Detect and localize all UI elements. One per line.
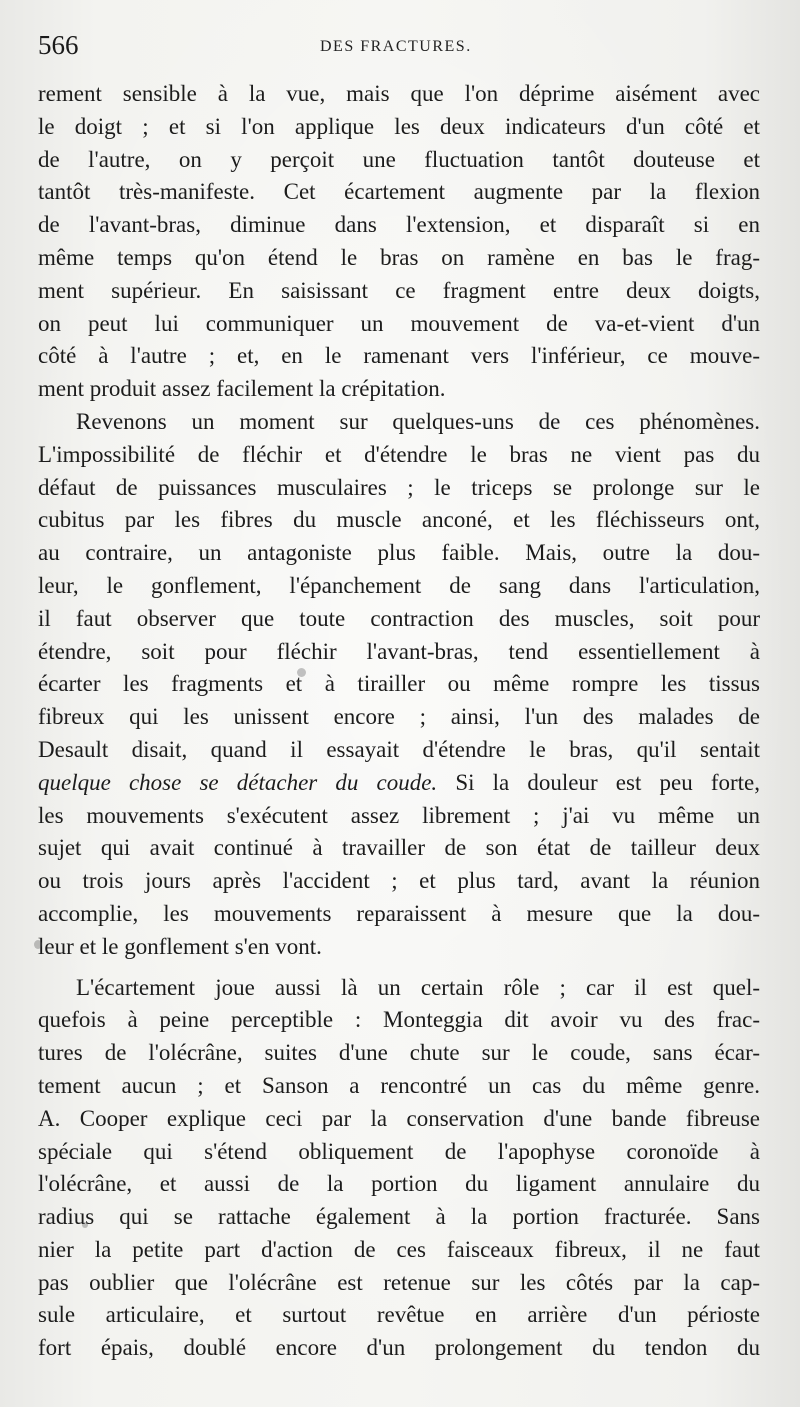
text-line: nier la petite part d'action de ces faisceaux fibreux, il ne faut <box>38 1236 760 1262</box>
text-line: les mouvements s'exécutent assez librement ; j'ai vu même un <box>38 802 760 828</box>
text-line: accomplie, les mouvements reparaissent à mesure que la dou- <box>38 900 760 926</box>
text-line: sule articulaire, et surtout revêtue en arrière d'un périoste <box>38 1302 760 1328</box>
paragraph-2 <box>38 406 760 964</box>
italic-quote: quelque chose se détacher du coude. <box>38 769 438 795</box>
text-line: défaut de puissances musculaires ; le triceps se prolonge sur le <box>38 474 760 500</box>
text-line: il faut observer que toute contraction des muscles, soit pour <box>38 605 760 631</box>
paragraph-3 <box>38 972 760 1366</box>
text-line: leur, le gonflement, l'épanchement de sang dans l'articulation, <box>38 572 760 598</box>
text-line: rement sensible à la vue, mais que l'on déprime aisément avec <box>38 81 760 106</box>
print-speck <box>34 940 42 949</box>
text-line: tantôt très-manifeste. Cet écartement augmente par la flexion <box>38 179 760 205</box>
text-line: côté à l'autre ; et, en le ramenant vers l'inférieur, ce mouve- <box>38 343 760 369</box>
text-line: cubitus par les fibres du muscle anconé, et les fléchisseurs ont, <box>38 507 760 533</box>
text-line: on peut lui communiquer un mouvement de va-et-vient d'un <box>38 310 760 336</box>
text-line: de l'autre, on y perçoit une fluctuation tantôt douteuse et <box>38 146 760 172</box>
text-line: Desault disait, quand il essayait d'étendre le bras, qu'il sentait <box>38 736 760 762</box>
text-line: ment supérieur. En saisissant ce fragment entre deux doigts, <box>38 277 760 303</box>
text-line: étendre, soit pour fléchir l'avant-bras, tend essentiellement à <box>38 638 760 664</box>
text-line: A. Cooper explique ceci par la conservation d'une bande fibreuse <box>38 1105 760 1131</box>
text-line: ou trois jours après l'accident ; et plus tard, avant la réunion <box>38 868 760 894</box>
text-line: quefois à peine perceptible : Monteggia dit avoir vu des frac- <box>38 1007 760 1033</box>
text-line: tures de l'olécrâne, suites d'une chute sur le coude, sans écar- <box>38 1040 760 1066</box>
text-line: leur et le gonflement s'en vont. <box>38 933 322 959</box>
page-header <box>38 30 760 64</box>
text-line: sujet qui avait continué à travailler de son état de tailleur deux <box>38 835 760 861</box>
print-speck <box>82 1222 88 1228</box>
text-line: fibreux qui les unissent encore ; ainsi, l'un des malades de <box>38 704 760 730</box>
text-line: même temps qu'on étend le bras on ramène en bas le frag- <box>38 244 760 270</box>
print-speck <box>297 668 306 677</box>
text-line: écarter les fragments et à tirailler ou même rompre les tissus <box>38 671 760 697</box>
text-line: fort épais, doublé encore d'un prolongement du tendon du <box>38 1335 760 1361</box>
text-line: l'olécrâne, et aussi de la portion du ligament annulaire du <box>38 1171 760 1197</box>
text-line: ment produit assez facilement la crépitation. <box>38 376 446 402</box>
text-line: Revenons un moment sur quelques-uns de ces phénomènes. <box>76 408 760 434</box>
page-number: 566 <box>38 30 79 60</box>
body-text <box>38 78 760 1365</box>
text-line: tement aucun ; et Sanson a rencontré un cas du même genre. <box>38 1072 760 1098</box>
text-line: L'écartement joue aussi là un certain rôle ; car il est quel- <box>76 974 760 1000</box>
text-line: de l'avant-bras, diminue dans l'extension, et disparaît si en <box>38 212 760 238</box>
running-title: DES FRACTURES. <box>320 38 472 55</box>
text-line: spéciale qui s'étend obliquement de l'apophyse coronoïde à <box>38 1138 760 1164</box>
text-line: au contraire, un antagoniste plus faible. Mais, outre la dou- <box>38 540 760 566</box>
text-run: Si la douleur est peu forte, <box>437 769 761 795</box>
paragraph-gap <box>38 964 760 972</box>
paragraph-1 <box>38 78 760 406</box>
text-line-with-italic <box>38 767 760 800</box>
text-line: pas oublier que l'olécrâne est retenue sur les côtés par la cap- <box>38 1269 760 1295</box>
text-line: radius qui se rattache également à la portion fracturée. Sans <box>38 1204 760 1230</box>
text-line: le doigt ; et si l'on applique les deux indicateurs d'un côté et <box>38 113 760 139</box>
text-line: L'impossibilité de fléchir et d'étendre le bras ne vient pas du <box>38 441 760 467</box>
